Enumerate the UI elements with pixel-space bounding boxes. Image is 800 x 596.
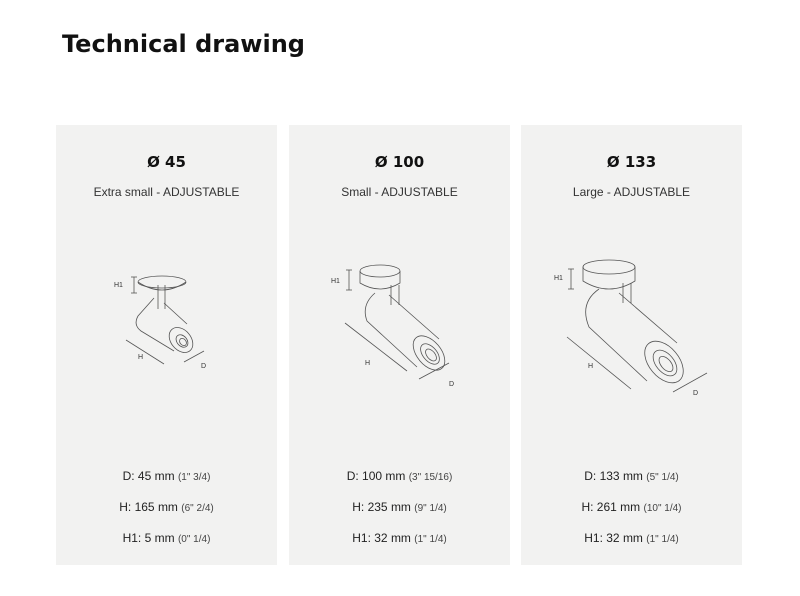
- spec-diameter: D: 100 mm (3" 15/16): [346, 469, 453, 483]
- card-title: Ø 100: [374, 153, 425, 171]
- card-title: Ø 45: [147, 153, 186, 171]
- drawing-label-h: H: [365, 360, 371, 367]
- card-title: Ø 133: [606, 153, 657, 171]
- product-card-xs: [56, 125, 277, 565]
- spec-h1: H1: 32 mm (1" 1/4): [352, 531, 447, 545]
- spec-height: H: 235 mm (9" 1/4): [352, 500, 447, 514]
- technical-drawing-small: [289, 255, 510, 405]
- spec-height: H: 261 mm (10" 1/4): [581, 500, 682, 514]
- spec-h1: H1: 5 mm (0" 1/4): [122, 531, 211, 545]
- drawing-label-h: H: [588, 363, 594, 370]
- page-title: Technical drawing: [62, 30, 305, 58]
- drawing-label-d: D: [449, 381, 455, 388]
- drawing-label-h1: H1: [331, 278, 340, 285]
- technical-drawing-large: [521, 255, 742, 405]
- spec-h1: H1: 32 mm (1" 1/4): [584, 531, 679, 545]
- spec-diameter: D: 45 mm (1" 3/4): [122, 469, 211, 483]
- drawing-label-h: H: [138, 354, 144, 361]
- card-subtitle: Large - ADJUSTABLE: [572, 185, 691, 199]
- spec-height: H: 165 mm (6" 2/4): [119, 500, 214, 514]
- card-subtitle: Small - ADJUSTABLE: [341, 185, 458, 199]
- product-card-large: [521, 125, 742, 565]
- spec-diameter: D: 133 mm (5" 1/4): [584, 469, 679, 483]
- card-subtitle: Extra small - ADJUSTABLE: [93, 185, 240, 199]
- drawing-label-h1: H1: [114, 282, 123, 289]
- technical-drawing-xs: [56, 255, 277, 405]
- drawing-label-d: D: [693, 390, 699, 397]
- drawing-label-h1: H1: [554, 275, 563, 282]
- drawing-label-d: D: [201, 363, 207, 370]
- product-card-small: [289, 125, 510, 565]
